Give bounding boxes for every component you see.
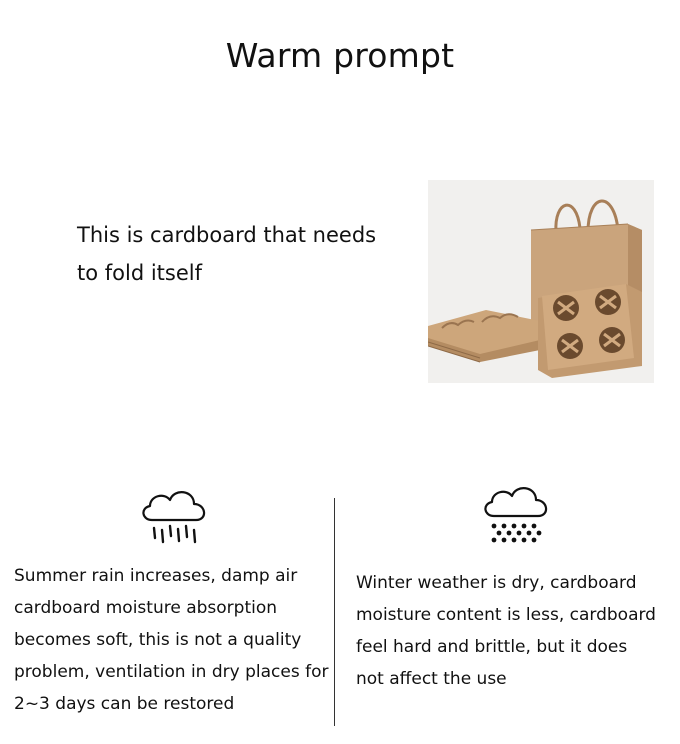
rain-cloud-icon — [138, 486, 210, 548]
intro-line: to fold itself — [77, 261, 202, 285]
cardboard-bag-illustration — [428, 180, 654, 383]
intro-text — [77, 216, 397, 292]
note-line: moisture content is less, cardboard — [356, 605, 656, 625]
note-line: becomes soft, this is not a quality — [14, 630, 302, 650]
note-line: 2~3 days can be restored — [14, 694, 235, 714]
summer-note — [14, 560, 332, 720]
snow-cloud-icon — [480, 484, 552, 546]
note-line: problem, ventilation in dry places for — [14, 662, 329, 682]
note-line: Summer rain increases, damp air — [14, 566, 298, 586]
note-line: Winter weather is dry, cardboard — [356, 573, 637, 593]
note-line: feel hard and brittle, but it does — [356, 637, 628, 657]
winter-note — [356, 567, 666, 695]
vertical-divider — [334, 498, 335, 726]
note-line: not affect the use — [356, 669, 507, 689]
page-title: Warm prompt — [225, 36, 455, 75]
note-line: cardboard moisture absorption — [14, 598, 278, 618]
intro-line: This is cardboard that needs — [77, 223, 377, 247]
product-photo — [428, 180, 654, 383]
